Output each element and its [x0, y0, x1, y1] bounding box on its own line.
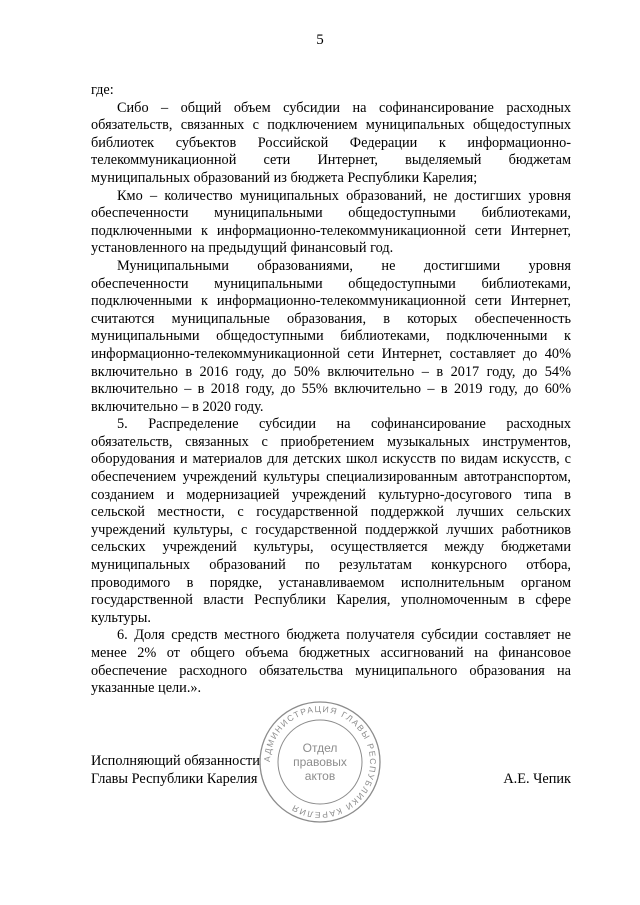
official-stamp [258, 700, 382, 824]
paragraph-item-5: 5. Распределение субсидии на софинансирование расходных обязательств, связанных с приобретением музыкальных инструментов, оборудования и материалов для детских школ искусств по видам искусств, с обеспечением учреждений культуры специализированным автотранспортом, созданием и модернизацией учреждений культурно-досугового типа в сельской местности, с государственной поддержкой лучших сельских учреждений культуры, с государственной поддержкой лучших работников сельских учреждений культуры, осуществляется между бюджетами муниципальных образований по результатам конкурсного отбора, проводимого в порядке, устанавливаемом исполнительным органом государственной власти Республики Карелия, уполномоченным в сфере культуры. [91, 416, 571, 626]
document-body [91, 82, 571, 698]
stamp-line2: правовых [293, 755, 347, 769]
stamp-line3: актов [304, 769, 336, 783]
signatory-position-line2: Главы Республики Карелия [91, 770, 258, 787]
page-number: 5 [316, 32, 324, 48]
signatory-position-line1: Исполняющий обязанности [91, 753, 260, 769]
paragraph-municipal-definition: Муниципальными образованиями, не достигшими уровня обеспеченности муниципальными общедоступными библиотеками, подключенными к информационно-телекоммуникационной сети Интернет, считаются муниципальные образования, в которых обеспеченность муниципальными общедоступными библиотеками, подключенными к информационно-телекоммуникационной сети Интернет, составляет до 40% включительно в 2016 году, до 50% включительно – в 2017 году, до 54% включительно – в 2018 году, до 55% включительно – в 2019 году, до 60% включительно – в 2020 году. [91, 257, 571, 415]
paragraph-sibo-definition: Сибо – общий объем субсидии на софинансирование расходных обязательств, связанных с подключением муниципальных общедоступных библиотек субъектов Российской Федерации к информационно-телекоммуникационной сети Интернет, выделяемый бюджетам муниципальных образований из бюджета Республики Карелия; [91, 99, 571, 186]
stamp-line1: Отдел [302, 741, 338, 755]
paragraph-where: где: [91, 82, 114, 98]
signatory-name: А.Е. Чепик [503, 770, 571, 787]
paragraph-kmo-definition: Кмо – количество муниципальных образований, не достигших уровня обеспеченности муниципальными общедоступными библиотеками, подключенными к информационно-телекоммуникационной сети Интернет, установленного на предыдущий финансовый год. [91, 187, 571, 257]
paragraph-item-6: 6. Доля средств местного бюджета получателя субсидии составляет не менее 2% от общего объема бюджетных ассигнований на финансовое обеспечение расходного обязательства муниципального образования на указанные цели.». [91, 627, 571, 697]
stamp-ring-text: АДМИНИСТРАЦИЯ ГЛАВЫ РЕСПУБЛИКИ КАРЕЛИЯ [261, 703, 379, 821]
